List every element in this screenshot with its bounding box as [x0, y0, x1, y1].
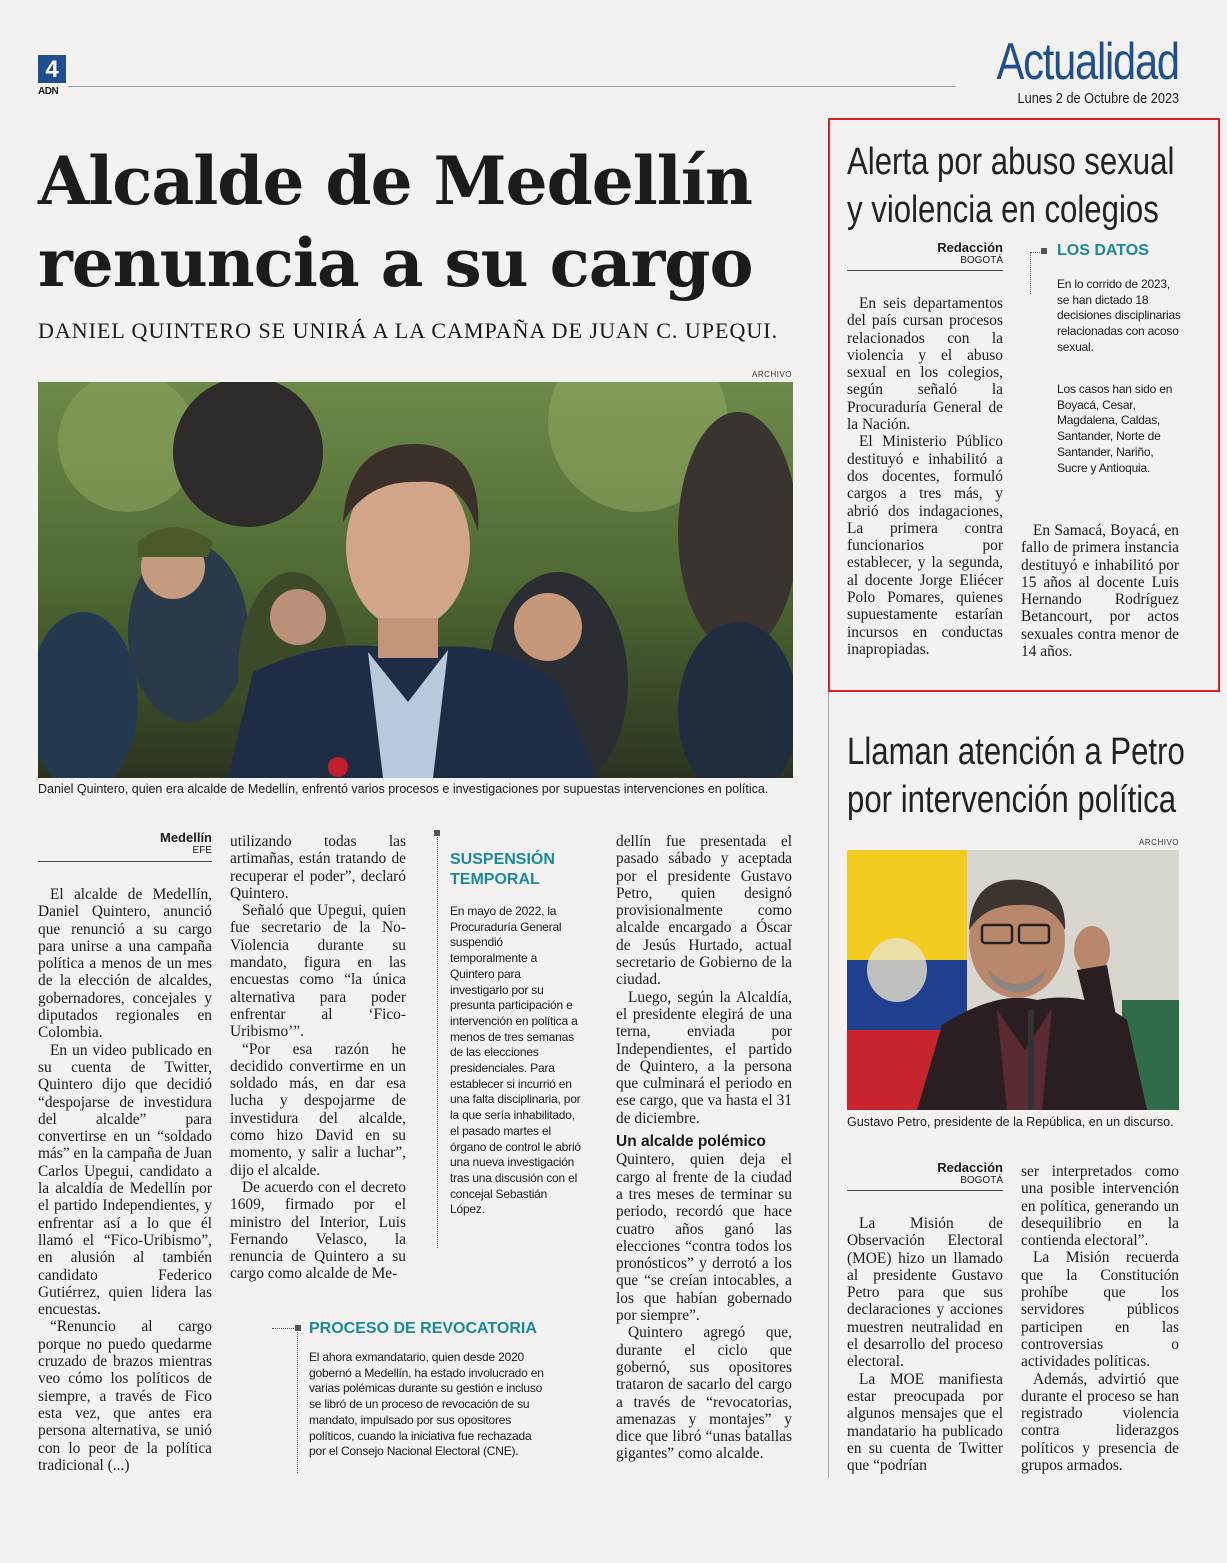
datos-text-2: Los casos han sido en Boyacá, Cesar, Magdalena, Caldas, Santander, Norte de Santander, Nariño, Sucre y Antioquia. — [1057, 382, 1173, 475]
byline — [38, 830, 212, 856]
paragraph: Quintero, quien deja el cargo al frente de la ciudad a tres meses de terminar su periodo, recordó que hace cuatro años ganó las elecciones “contra todos los pronósticos” y derrotó a los que “se creían intocables, a los que habían gobernado por siempre”. — [616, 1151, 792, 1325]
sidebar-rule — [437, 833, 438, 1248]
quintero-photo-illustration — [38, 382, 793, 778]
paragraph: En seis departamentos del país cursan procesos relacionados con la violencia y el abuso sexual en los colegios, según señaló la Procuraduría General de la Nación. — [847, 295, 1003, 434]
sidebar-revocatoria-title: PROCESO DE REVOCATORIA — [309, 1320, 537, 1337]
headline-line: Llaman atención a Petro — [847, 731, 1185, 773]
subhead: Un alcalde polémico — [616, 1133, 766, 1151]
sidebar-revocatoria-text: El ahora exmandatario, quien desde 2020 gobernó a Medellín, ha estado involucrado en varias polémicas durante su gestión e incluso se libró de un proceso de revocación de su mandato, impulsado por sus opositores políticos, cuando la iniciativa fue rechazada por el Consejo Nacional Electoral (CNE). — [309, 1350, 544, 1459]
sidebar-suspension-title: SUSPENSIÓN TEMPORAL — [450, 851, 555, 888]
sidebar-rule — [297, 1328, 298, 1473]
paragraph: La Misión de Observación Electoral (MOE) hizo un llamado al presidente Gustavo Petro para que sus declaraciones y acciones muestren neutralidad en el desarrollo del proceso electoral. — [847, 1215, 1003, 1371]
byline-rule — [847, 270, 1003, 271]
datos-rule — [1030, 252, 1031, 294]
petro-photo-illustration — [847, 850, 1179, 1110]
paragraph: “Por esa razón he decidido convertirme en un soldado más, en dar esa lucha y despojarme de investidura del alcalde, como hizo David en su momento, y salir a luchar”, dijo el alcalde. — [230, 1040, 406, 1179]
sidebar-marker — [434, 830, 440, 836]
headline-line: Alerta por abuso sexual — [847, 141, 1175, 183]
main-story-column-2 — [230, 833, 406, 1283]
petro-photo — [847, 850, 1179, 1110]
paragraph: dellín fue presentada el pasado sábado y aceptada por el presidente Gustavo Petro, quien designó provisionalmente como alcalde encargado a Óscar de Jesús Hurtado, actual secretario de Gobierno de la ciudad. — [616, 833, 792, 989]
byline-place: EFE — [192, 845, 212, 856]
paragraph: “Renuncio al cargo porque no puedo quedarme cruzado de brazos mientras veo cómo los políticos de siempre, a través de Fico esta vez, que antes era persona alternativa, se unió con lo peor de la política tradicional (...) — [38, 1318, 212, 1474]
paragraph: Luego, según la Alcaldía, el presidente elegirá de una terna, enviada por Independientes, el partido de Quintero, a la persona que culminará el periodo en ese cargo, que va hasta el 31 de diciembre. — [616, 988, 792, 1127]
headline-line: por intervención política — [847, 779, 1177, 821]
sidebar-suspension-text: En mayo de 2022, la Procuraduría General suspendió temporalmente a Quintero para investigarlo por su presunta participación e intervención en política a menos de tres semanas de las elecciones presidenciales. Para establecer si incurrió en una falta disciplinaria, por la que sería inhabilitado, el pasado martes el órgano de control le abrió una nueva investigación tras una discusión con el concejal Sebastián López. — [450, 904, 581, 1217]
byline — [847, 240, 1003, 266]
sidebar-marker — [295, 1325, 301, 1331]
paragraph: En Samacá, Boyacá, en fallo de primera instancia destituyó e inhabilitó por 15 años al docente Luis Hernando Rodríguez Betancourt, por actos sexuales contra menor de 14 años. — [1021, 522, 1179, 661]
paragraph: La Misión recuerda que la Constitución prohíbe que los servidores públicos participen en las controversias o actividades políticas. — [1021, 1249, 1179, 1371]
colegios-headline — [847, 138, 1227, 234]
byline-place: BOGOTÁ — [960, 255, 1003, 266]
masthead-rule — [68, 86, 956, 87]
petro-column-1 — [847, 1215, 1003, 1474]
photo-credit: ARCHIVO — [1139, 838, 1179, 847]
section-title: Actualidad — [996, 33, 1179, 91]
paragraph: El alcalde de Medellín, Daniel Quintero, anunció que renunció a su cargo para unirse a una campaña política a menos de un mes de la elección de alcaldes, gobernadores, concejales y diputados regionales en Colombia. — [38, 886, 212, 1042]
main-subtitle: DANIEL QUINTERO SE UNIRÁ A LA CAMPAÑA DE JUAN C. UPEQUI. — [38, 318, 779, 343]
photo-credit: ARCHIVO — [752, 370, 792, 379]
paragraph: Quintero agregó que, durante el ciclo que gobernó, sus opositores trataron de sacarlo del cargo a través de “revocatorias, amenazas y montajes” y dice que libró “unas batallas gigantes” como alcalde. — [616, 1324, 792, 1463]
datos-text-1: En lo corrido de 2023, se han dictado 18 decisiones disciplinarias relacionadas con acoso sexual. — [1057, 277, 1181, 354]
main-photo-caption: Daniel Quintero, quien era alcalde de Medellín, enfrentó varios procesos e investigaciones por supuestas intervenciones en política. — [38, 782, 769, 796]
byline-place: BOGOTÁ — [960, 1175, 1003, 1186]
byline-name: Redacción — [937, 1160, 1003, 1175]
byline-rule — [38, 861, 212, 862]
adn-logo: ADN — [38, 86, 59, 97]
page-number: 4 — [38, 55, 66, 83]
datos-marker — [1041, 248, 1047, 254]
colegios-column-1 — [847, 295, 1003, 658]
paragraph: La MOE manifiesta estar preocupada por algunos mensajes que el mandatario ha publicado en su cuenta de Twitter que “podrían — [847, 1370, 1003, 1475]
colegios-column-2 — [1021, 522, 1179, 660]
paragraph: En un video publicado en su cuenta de Twitter, Quintero dijo que decidió “despojarse de investidura del alcalde” para convertirse en un “soldado más” en la campaña de Juan Carlos Upegui, candidato a la alcaldía de Medellín por el partido Independientes, y enfrentar así a lo que él llamó el “Fico-Uribismo”, en alusión al también candidato Federico Gutiérrez, quien lidera las encuestas. — [38, 1041, 212, 1319]
petro-photo-caption: Gustavo Petro, presidente de la República, en un discurso. — [847, 1115, 1174, 1129]
paragraph: Señaló que Upegui, quien fue secretario de la No-Violencia durante su mandato, figura en las encuestas como “la única alternativa para poder enfrentar al ‘Fico-Uribismo’”. — [230, 902, 406, 1041]
paragraph: El Ministerio Público destituyó e inhabilitó a dos docentes, formuló cargos a tres más, y abrió dos indagaciones, La primera contra funcionarios por establecer, y la segunda, al docente Jorge Eliécer Polo Pomares, quienes supuestamente estarían incursos en conductas inapropiadas. — [847, 433, 1003, 658]
main-story-column-3 — [616, 833, 792, 1463]
byline-name: Redacción — [937, 240, 1003, 255]
paragraph: utilizando todas las artimañas, están tratando de recuperar el poder”, declaró Quintero. — [230, 833, 406, 902]
edition-date: Lunes 2 de Octubre de 2023 — [1017, 90, 1179, 107]
petro-column-2 — [1021, 1163, 1179, 1474]
paragraph: ser interpretados como una posible intervención en política, generando un desequilibrio en la contienda electoral”. — [1021, 1163, 1179, 1250]
main-story-column-1 — [38, 886, 212, 1474]
byline — [847, 1160, 1003, 1186]
main-photo — [38, 382, 793, 778]
byline-rule — [847, 1190, 1003, 1191]
paragraph: Además, advirtió que durante el proceso se han registrado violencia contra liderazgos políticos y presencia de grupos armados. — [1021, 1370, 1179, 1475]
main-headline: Alcalde de Medellín renuncia a su cargo — [38, 142, 753, 302]
petro-headline — [847, 728, 1227, 824]
datos-title: LOS DATOS — [1057, 242, 1149, 259]
paragraph: De acuerdo con el decreto 1609, firmado por el ministro del Interior, Luis Fernando Velasco, la renuncia de Quintero a su cargo como alcalde de Me- — [230, 1178, 406, 1283]
headline-line: y violencia en colegios — [847, 189, 1159, 231]
byline-name: Medellín — [159, 830, 212, 845]
